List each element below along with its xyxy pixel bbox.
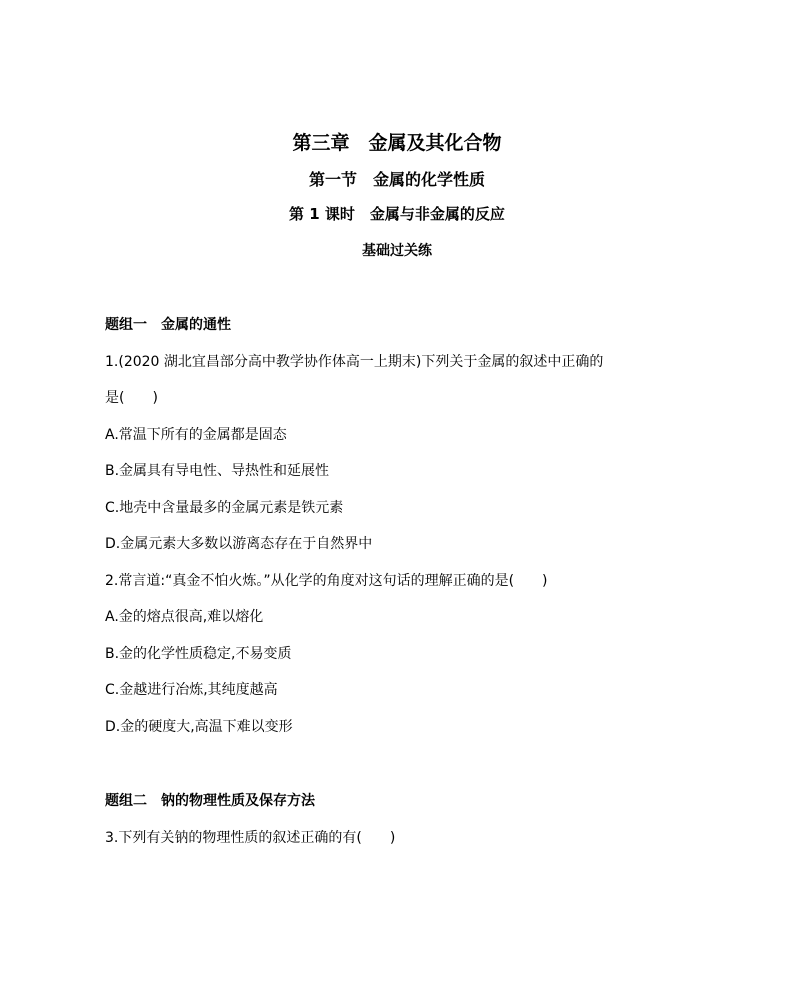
q2-option-b: B.金的化学性质稳定,不易变质 — [105, 646, 292, 662]
section-title: 第一节 金属的化学性质 — [308, 170, 485, 189]
q1-stem-line2: 是( ) — [105, 390, 158, 406]
lesson-title: 第 1 课时 金属与非金属的反应 — [289, 205, 505, 223]
group1-heading: 题组一 金属的通性 — [105, 317, 231, 333]
q2-option-d: D.金的硬度大,高温下难以变形 — [105, 719, 293, 735]
q3-stem: 3.下列有关钠的物理性质的叙述正确的有( ) — [105, 830, 396, 846]
q1-option-c: C.地壳中含量最多的金属元素是铁元素 — [105, 500, 344, 516]
exercise-label: 基础过关练 — [362, 243, 432, 259]
group2-heading: 题组二 钠的物理性质及保存方法 — [105, 793, 315, 809]
q2-option-c: C.金越进行冶炼,其纯度越高 — [105, 682, 278, 698]
q2-stem: 2.常言道:“真金不怕火炼。”从化学的角度对这句话的理解正确的是( ) — [105, 573, 548, 589]
q1-option-d: D.金属元素大多数以游离态存在于自然界中 — [105, 536, 373, 552]
chapter-title: 第三章 金属及其化合物 — [292, 132, 502, 154]
q1-option-a: A.常温下所有的金属都是固态 — [105, 427, 287, 443]
q1-stem-line1: 1.(2020 湖北宜昌部分高中教学协作体高一上期末)下列关于金属的叙述中正确的 — [105, 354, 604, 370]
q1-option-b: B.金属具有导电性、导热性和延展性 — [105, 463, 330, 479]
q2-option-a: A.金的熔点很高,难以熔化 — [105, 609, 264, 625]
